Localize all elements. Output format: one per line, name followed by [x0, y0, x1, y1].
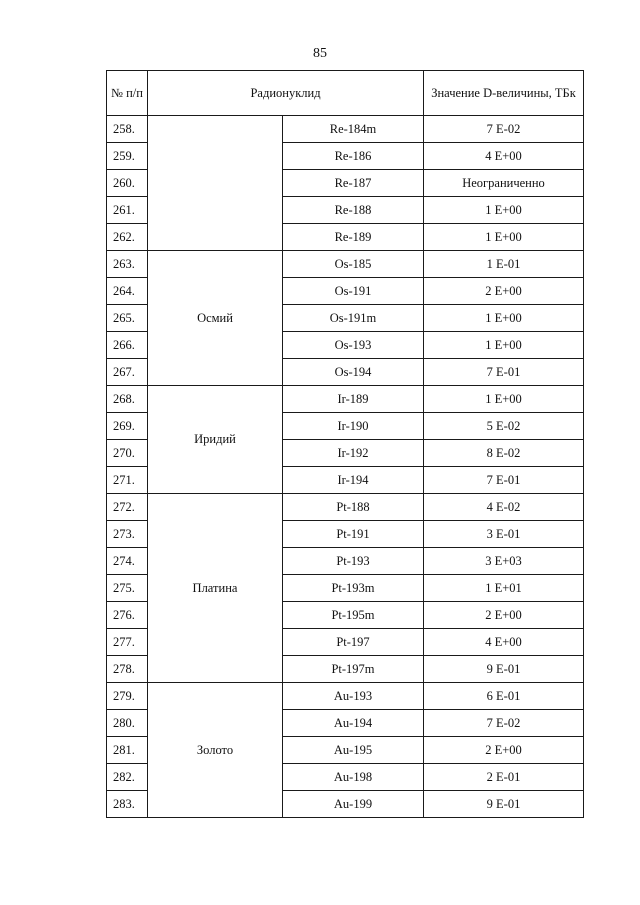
row-number: 272. [107, 494, 148, 521]
nuclide-cell: Re-189 [283, 224, 424, 251]
table-header [107, 71, 584, 116]
nuclide-cell: Ir-192 [283, 440, 424, 467]
d-value-cell: 5 E-02 [424, 413, 584, 440]
nuclide-cell: Ir-194 [283, 467, 424, 494]
nuclide-cell: Au-195 [283, 737, 424, 764]
d-value-cell: 1 E+00 [424, 197, 584, 224]
row-number: 263. [107, 251, 148, 278]
d-value-cell: 3 E+03 [424, 548, 584, 575]
row-number: 274. [107, 548, 148, 575]
d-value-cell: 6 E-01 [424, 683, 584, 710]
nuclide-cell: Ir-189 [283, 386, 424, 413]
nuclide-cell: Os-191 [283, 278, 424, 305]
row-number: 264. [107, 278, 148, 305]
nuclide-cell: Pt-195m [283, 602, 424, 629]
header-radionuclide [148, 71, 424, 116]
nuclide-cell: Re-186 [283, 143, 424, 170]
d-value-cell: 1 E+00 [424, 332, 584, 359]
nuclide-cell: Re-188 [283, 197, 424, 224]
d-value-cell: 1 E+00 [424, 305, 584, 332]
table-row [107, 494, 584, 521]
d-value-cell: Неограниченно [424, 170, 584, 197]
header-number-label: № п/п [111, 85, 143, 100]
nuclide-cell: Pt-197m [283, 656, 424, 683]
d-value-cell: 7 E-01 [424, 359, 584, 386]
nuclide-cell: Pt-193m [283, 575, 424, 602]
d-value-cell: 4 E+00 [424, 629, 584, 656]
nuclide-cell: Au-199 [283, 791, 424, 818]
table-body [107, 116, 584, 818]
nuclide-cell: Ir-190 [283, 413, 424, 440]
element-name [148, 116, 283, 251]
d-value-cell: 1 E+01 [424, 575, 584, 602]
header-number [107, 71, 148, 116]
row-number: 268. [107, 386, 148, 413]
row-number: 271. [107, 467, 148, 494]
row-number: 267. [107, 359, 148, 386]
table-row [107, 251, 584, 278]
nuclide-cell: Au-194 [283, 710, 424, 737]
row-number: 276. [107, 602, 148, 629]
table-row [107, 386, 584, 413]
row-number: 270. [107, 440, 148, 467]
row-number: 265. [107, 305, 148, 332]
header-value-label: Значение D-величины, ТБк [431, 85, 576, 100]
nuclide-cell: Os-194 [283, 359, 424, 386]
d-value-cell: 1 E+00 [424, 386, 584, 413]
table-row [107, 116, 584, 143]
nuclide-cell: Au-198 [283, 764, 424, 791]
nuclide-cell: Pt-188 [283, 494, 424, 521]
row-number: 278. [107, 656, 148, 683]
nuclide-cell: Pt-193 [283, 548, 424, 575]
row-number: 283. [107, 791, 148, 818]
element-name: Золото [148, 683, 283, 818]
nuclide-cell: Au-193 [283, 683, 424, 710]
d-value-cell: 9 E-01 [424, 656, 584, 683]
d-value-cell: 3 E-01 [424, 521, 584, 548]
row-number: 282. [107, 764, 148, 791]
d-value-cell: 7 E-01 [424, 467, 584, 494]
table-row [107, 683, 584, 710]
element-name: Иридий [148, 386, 283, 494]
nuclide-cell: Re-184m [283, 116, 424, 143]
row-number: 279. [107, 683, 148, 710]
nuclide-cell: Os-193 [283, 332, 424, 359]
nuclide-cell: Re-187 [283, 170, 424, 197]
row-number: 269. [107, 413, 148, 440]
d-value-cell: 7 E-02 [424, 710, 584, 737]
element-name: Платина [148, 494, 283, 683]
element-name: Осмий [148, 251, 283, 386]
d-value-cell: 2 E+00 [424, 278, 584, 305]
nuclide-cell: Pt-191 [283, 521, 424, 548]
d-value-cell: 1 E+00 [424, 224, 584, 251]
row-number: 281. [107, 737, 148, 764]
nuclide-cell: Os-185 [283, 251, 424, 278]
radionuclide-table [106, 70, 584, 818]
d-value-cell: 9 E-01 [424, 791, 584, 818]
d-value-cell: 4 E-02 [424, 494, 584, 521]
row-number: 262. [107, 224, 148, 251]
d-value-cell: 1 E-01 [424, 251, 584, 278]
d-value-cell: 7 E-02 [424, 116, 584, 143]
row-number: 277. [107, 629, 148, 656]
d-value-cell: 2 E+00 [424, 602, 584, 629]
row-number: 280. [107, 710, 148, 737]
d-value-cell: 2 E+00 [424, 737, 584, 764]
nuclide-cell: Pt-197 [283, 629, 424, 656]
row-number: 260. [107, 170, 148, 197]
row-number: 273. [107, 521, 148, 548]
header-radionuclide-label: Радионуклид [250, 85, 321, 100]
header-value [424, 71, 584, 116]
page-number: 85 [313, 46, 327, 61]
row-number: 275. [107, 575, 148, 602]
row-number: 259. [107, 143, 148, 170]
d-value-cell: 4 E+00 [424, 143, 584, 170]
row-number: 261. [107, 197, 148, 224]
row-number: 266. [107, 332, 148, 359]
row-number: 258. [107, 116, 148, 143]
d-value-cell: 2 E-01 [424, 764, 584, 791]
d-value-cell: 8 E-02 [424, 440, 584, 467]
nuclide-cell: Os-191m [283, 305, 424, 332]
